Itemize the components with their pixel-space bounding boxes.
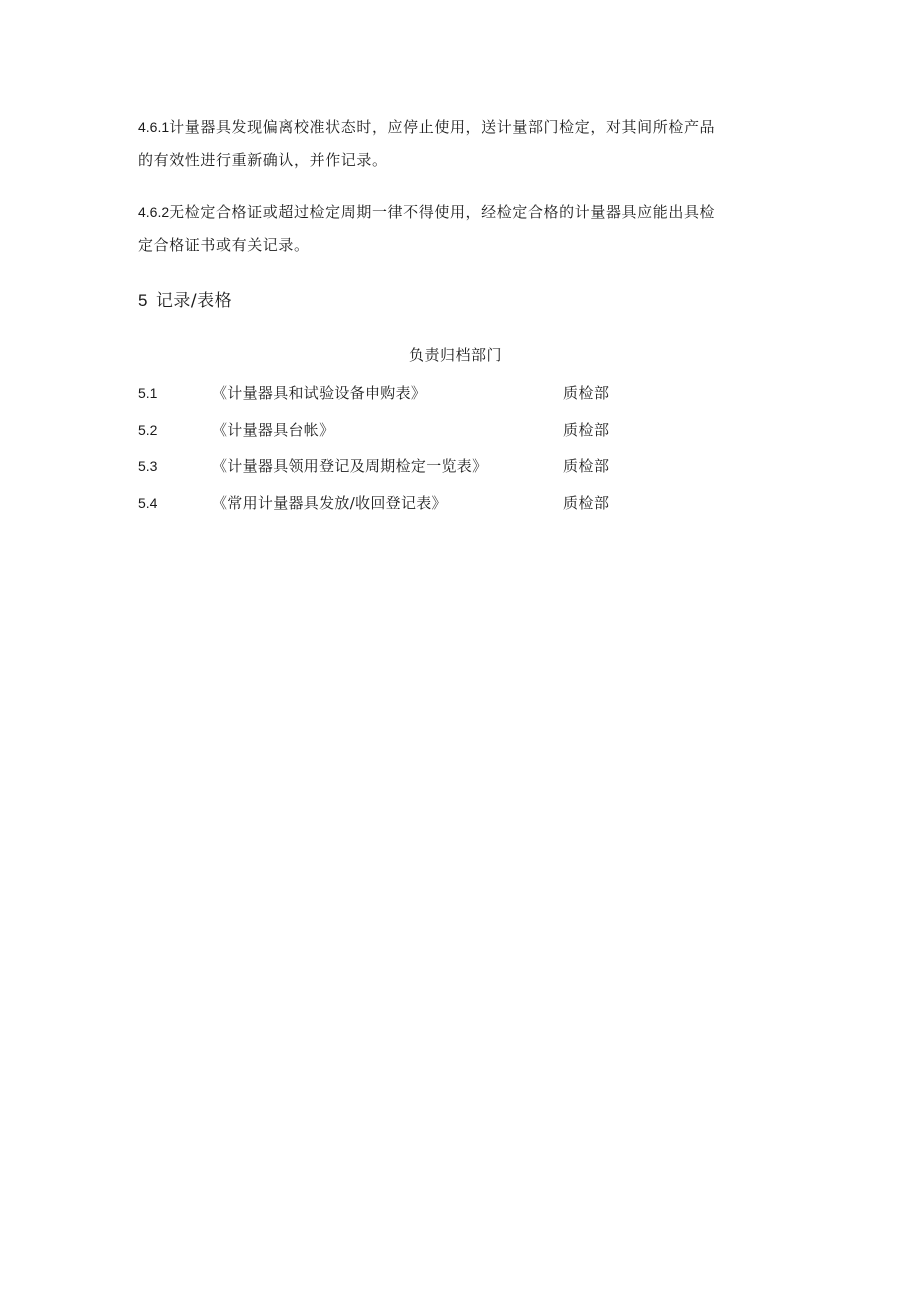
row-dept: 质检部 [563, 457, 610, 475]
row-form-name: 《计量器具和试验设备申购表》 [212, 384, 427, 402]
row-form-name: 《计量器具台帐》 [212, 421, 335, 439]
section-title: 记录/表格 [155, 291, 233, 311]
row-dept: 质检部 [563, 421, 610, 439]
section-number: 5 [138, 291, 148, 310]
row-form-name: 《计量器具领用登记及周期检定一览表》 [212, 457, 488, 475]
clause-text-line2: 定合格证书或有关记录。 [138, 236, 310, 254]
clause-text-line1: 无检定合格证或超过检定周期一律不得使用，经检定合格的计量器具应能出具检 [169, 203, 716, 221]
section-heading [138, 287, 232, 315]
table-row [0, 454, 920, 478]
row-form-name: 《常用计量器具发放/收回登记表》 [212, 494, 447, 512]
table-row [0, 381, 920, 405]
clause-text-line2: 的有效性进行重新确认，并作记录。 [138, 151, 388, 169]
clause-4-6-1 [138, 111, 778, 177]
row-number: 5.4 [138, 495, 158, 511]
clause-text-line1: 计量器具发现偏离校准状态时，应停止使用，送计量部门检定，对其间所检产品 [169, 118, 716, 136]
row-number: 5.1 [138, 385, 158, 401]
row-dept: 质检部 [563, 494, 610, 512]
row-number: 5.3 [138, 458, 158, 474]
table-header-dept: 负责归档部门 [409, 346, 503, 364]
row-dept: 质检部 [563, 384, 610, 402]
table-row [0, 418, 920, 442]
clause-4-6-2 [138, 196, 778, 262]
clause-number: 4.6.2 [138, 204, 170, 220]
row-number: 5.2 [138, 422, 158, 438]
table-row [0, 491, 920, 515]
clause-number: 4.6.1 [138, 119, 170, 135]
